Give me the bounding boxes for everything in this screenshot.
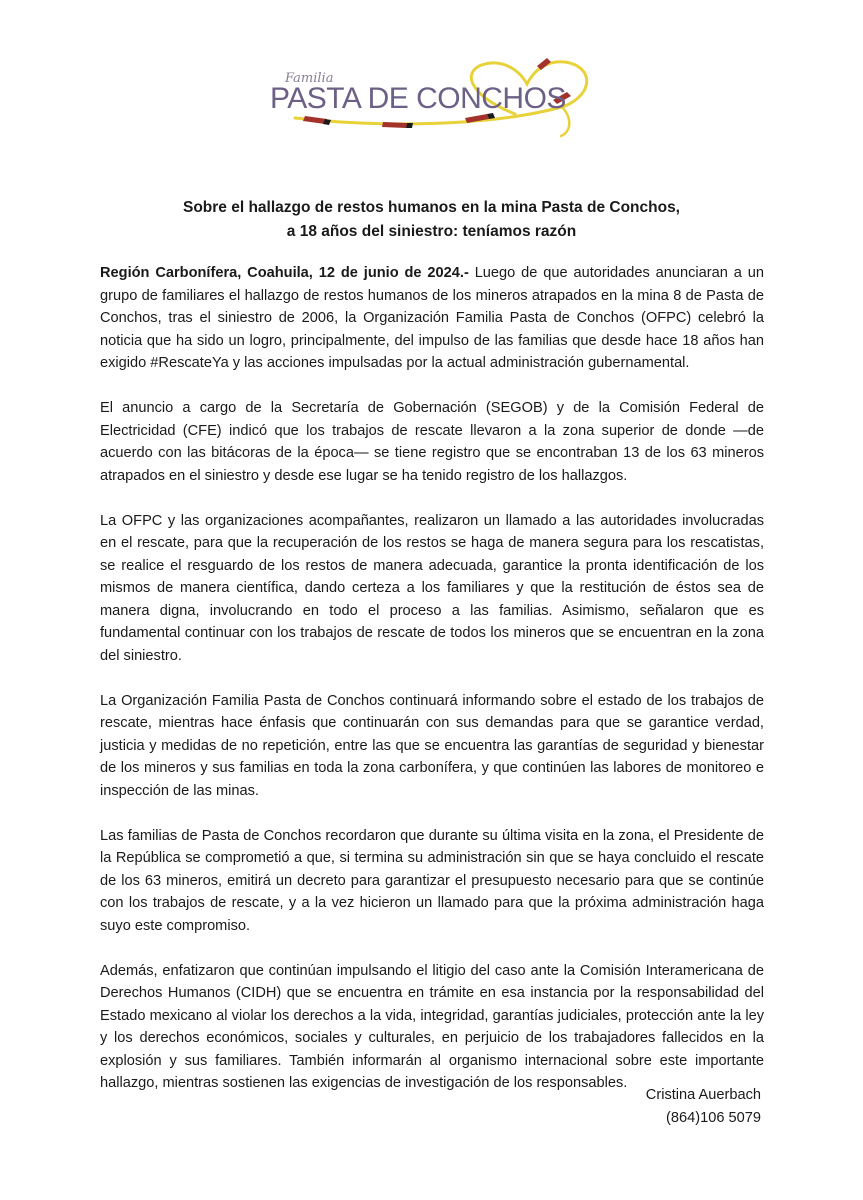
logo-wordmark: PASTA DE CONCHOS — [270, 82, 566, 115]
organization-logo — [265, 48, 595, 143]
paragraph-1-text: Luego de que autoridades anunciaran a un grupo de familiares el hallazgo de restos humanos de los mineros atrapados en la mina 8 de Pasta de Conchos, tras el siniestro de 2006, la Organización Familia Pasta de Conchos (OFPC) celebró la noticia que ha sido un logro, principalmente, del impulso de las familias que desde hace 18 años han exigido #RescateYa y las acciones impulsadas por la actual administración gubernamental. — [100, 265, 764, 371]
paragraph-4: La Organización Familia Pasta de Conchos continuará informando sobre el estado de los trabajos de rescate, mientras hace énfasis que continuarán con sus demandas para que se garantice verdad, justicia y medidas de no repetición, entre las que se encuentra las garantías de seguridad y bienestar de los mineros y sus familias en toda la zona carbonífera, y que continúen las labores de monitoreo e inspección de las minas. — [100, 692, 764, 799]
paragraph-2: El anuncio a cargo de la Secretaría de Gobernación (SEGOB) y de la Comisión Federal de Electricidad (CFE) indicó que los trabajos de rescate llevaron a la zona superior de donde —de acuerdo con las bitácoras de la época— se tiene registro que se encontraban 13 de los 63 mineros atrapados en el siniestro y desde ese lugar se ha tenido registro de los hallazgos. — [100, 400, 764, 484]
signature-name: Cristina Auerbach — [645, 1087, 761, 1103]
paragraph-3: La OFPC y las organizaciones acompañantes, realizaron un llamado a las autoridades involucradas en el rescate, para que la recuperación de los restos se haga de manera segura para los rescatistas, se realice el resguardo de los restos de manera adecuada, garantice la pronta identificación de los mismos de manera científica, dando certeza a los familiares y que la restitución de éstos sea de manera digna, involucrando en todo el proceso a las familias. Asimismo, señalaron que es fundamental continuar con los trabajos de rescate de todos los mineros que se encuentran en la zona del siniestro. — [100, 512, 764, 664]
paragraph-1 — [100, 262, 764, 375]
paragraph-5: Las familias de Pasta de Conchos recordaron que durante su última visita en la zona, el Presidente de la República se comprometió a que, si termina su administración sin que se haya concluido el rescate de los 63 mineros, emitirá un decreto para garantizar el presupuesto necesario para que se continúe con los trabajos de rescate, y a la vez hicieron un llamado para que la próxima administración haga suyo este compromiso. — [100, 827, 764, 934]
dateline: Región Carbonífera, Coahuila, 12 de junio de 2024.- — [100, 265, 469, 281]
title-line-1: Sobre el hallazgo de restos humanos en la mina Pasta de Conchos, — [183, 199, 680, 216]
title-line-2: a 18 años del siniestro: teníamos razón — [286, 223, 577, 240]
logo-script-word: Familia — [285, 71, 334, 86]
signature-block — [646, 1084, 761, 1129]
document-title — [120, 196, 743, 244]
signature-phone: (864)106 5079 — [666, 1109, 761, 1126]
document-body — [100, 262, 764, 1117]
paragraph-6: Además, enfatizaron que continúan impulsando el litigio del caso ante la Comisión Interamericana de Derechos Humanos (CIDH) que se encuentra en trámite en esa instancia por la responsabilidad del Estado mexicano al violar los derechos a la vida, integridad, garantías judiciales, protección ante la ley y los derechos económicos, sociales y culturales, en perjuicio de los trabajadores fallecidos en la explosión y sus familiares. También informarán al organismo internacional sobre este importante hallazgo, mientras sostienen las exigencias de investigación de los responsables. — [100, 962, 764, 1091]
